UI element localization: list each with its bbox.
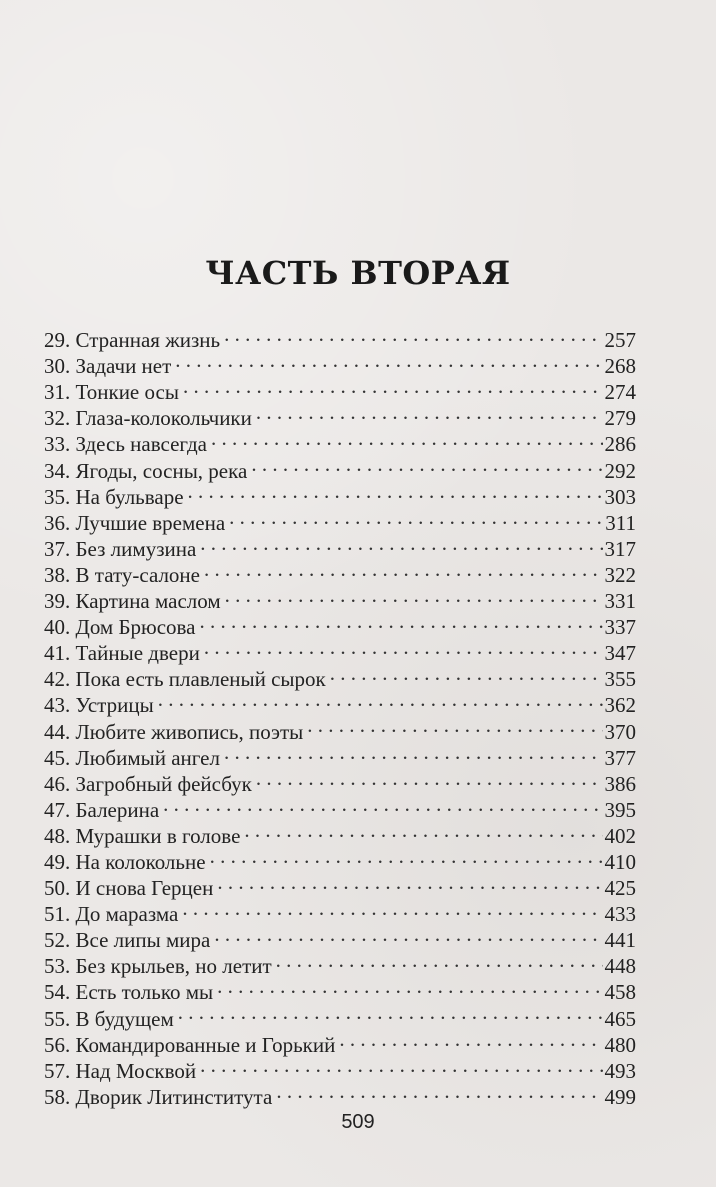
- toc-leader-dots: [229, 504, 603, 530]
- toc-leader-dots: [175, 347, 602, 373]
- toc-leader-dots: [163, 791, 602, 817]
- toc-leader-dots: [251, 451, 602, 477]
- toc-entry-page: 370: [604, 719, 636, 744]
- toc-entry-page: 274: [604, 380, 636, 405]
- toc-entry-title: 32. Глаза-колокольчики: [44, 406, 252, 431]
- toc-entry-title: 40. Дом Брюсова: [44, 615, 196, 640]
- toc-entry-page: 292: [604, 458, 636, 483]
- toc-leader-dots: [307, 712, 602, 738]
- toc-entry-title: 49. На колокольне: [44, 849, 206, 874]
- toc-entry-title: 47. Балерина: [44, 797, 160, 822]
- toc-entry-title: 46. Загробный фейсбук: [44, 771, 252, 796]
- toc-entry-page: 410: [604, 849, 636, 874]
- toc-entry-title: 44. Любите живопись, поэты: [44, 719, 304, 744]
- toc-entry-title: 37. Без лимузина: [44, 536, 197, 561]
- toc-leader-dots: [214, 921, 602, 947]
- toc-leader-dots: [200, 608, 603, 634]
- toc-entry-title: 48. Мурашки в голове: [44, 823, 241, 848]
- toc-entry-title: 50. И снова Герцен: [44, 876, 214, 901]
- toc-leader-dots: [244, 817, 602, 843]
- toc-entry-page: 268: [604, 354, 636, 379]
- toc-entry-page: 458: [604, 980, 636, 1005]
- toc-entry-page: 355: [604, 667, 636, 692]
- toc-leader-dots: [211, 425, 603, 451]
- toc-entry: [44, 321, 636, 353]
- toc-entry-title: 31. Тонкие осы: [44, 380, 179, 405]
- toc-leader-dots: [256, 399, 603, 425]
- toc-entry-title: 51. До маразма: [44, 902, 179, 927]
- toc-entry-page: 257: [604, 328, 636, 353]
- page-number: 509: [341, 1111, 375, 1133]
- toc-entry-page: 386: [604, 771, 636, 796]
- toc-leader-dots: [224, 739, 603, 765]
- toc-entry-title: 35. На бульваре: [44, 484, 184, 509]
- toc-leader-dots: [200, 1052, 602, 1078]
- toc-leader-dots: [339, 1026, 602, 1052]
- toc-leader-dots: [276, 947, 603, 973]
- toc-entry-title: 33. Здесь навсегда: [44, 432, 207, 457]
- toc-entry-page: 425: [604, 876, 636, 901]
- toc-entry-page: 377: [604, 745, 636, 770]
- toc-leader-dots: [224, 321, 602, 347]
- toc-leader-dots: [158, 686, 603, 712]
- toc-leader-dots: [188, 478, 603, 504]
- toc-entry-title: 45. Любимый ангел: [44, 745, 220, 770]
- toc-leader-dots: [256, 765, 603, 791]
- toc-leader-dots: [217, 869, 602, 895]
- toc-leader-dots: [183, 373, 603, 399]
- toc-entry-title: 36. Лучшие времена: [44, 510, 226, 535]
- toc-leader-dots: [204, 556, 603, 582]
- toc-entry-page: 493: [604, 1058, 636, 1083]
- toc-entry-page: 311: [605, 510, 636, 535]
- toc-entry-page: 347: [604, 641, 636, 666]
- toc-entry-title: 41. Тайные двери: [44, 641, 200, 666]
- toc-entry-title: 54. Есть только мы: [44, 980, 214, 1005]
- toc-entry-title: 55. В будущем: [44, 1006, 174, 1031]
- toc-entry-page: 402: [604, 823, 636, 848]
- toc-entry-title: 38. В тату-салоне: [44, 562, 200, 587]
- toc-entry-title: 43. Устрицы: [44, 693, 154, 718]
- toc-entry-page: 337: [604, 615, 636, 640]
- toc-leader-dots: [225, 582, 603, 608]
- toc-entry-page: 303: [604, 484, 636, 509]
- toc-entry-title: 56. Командированные и Горький: [44, 1032, 336, 1057]
- toc-entry-page: 322: [604, 562, 636, 587]
- toc-entry-title: 58. Дворик Литинститута: [44, 1084, 273, 1109]
- section-title: ЧАСТЬ ВТОРАЯ: [205, 254, 511, 292]
- toc-entry-title: 30. Задачи нет: [44, 354, 172, 379]
- toc-entry-page: 433: [604, 902, 636, 927]
- toc-entry-title: 52. Все липы мира: [44, 928, 211, 953]
- toc-entry-page: 331: [604, 589, 636, 614]
- toc-leader-dots: [178, 999, 603, 1025]
- toc-entry-page: 499: [604, 1084, 636, 1109]
- toc-entry-page: 286: [604, 432, 636, 457]
- toc-leader-dots: [200, 530, 602, 556]
- toc-entry-page: 317: [604, 536, 636, 561]
- toc-entry-page: 480: [604, 1032, 636, 1057]
- toc-entry-page: 279: [604, 406, 636, 431]
- toc-leader-dots: [182, 895, 602, 921]
- toc-leader-dots: [276, 1078, 602, 1104]
- toc-leader-dots: [204, 634, 603, 660]
- toc-entry-title: 29. Странная жизнь: [44, 328, 221, 353]
- toc-entry-page: 441: [604, 928, 636, 953]
- toc-entry-page: 465: [604, 1006, 636, 1031]
- toc-leader-dots: [330, 660, 603, 686]
- toc-entry-title: 53. Без крыльев, но летит: [44, 954, 272, 979]
- toc-entry-page: 448: [604, 954, 636, 979]
- toc-entry-title: 39. Картина маслом: [44, 589, 221, 614]
- toc-entry-title: 34. Ягоды, сосны, река: [44, 458, 248, 483]
- toc-entry-title: 42. Пока есть плавленый сырок: [44, 667, 326, 692]
- toc-entry-page: 395: [604, 797, 636, 822]
- toc-entry-page: 362: [604, 693, 636, 718]
- toc-entry-title: 57. Над Москвой: [44, 1058, 197, 1083]
- toc-leader-dots: [210, 843, 603, 869]
- toc-leader-dots: [217, 973, 602, 999]
- table-of-contents: [44, 321, 636, 1109]
